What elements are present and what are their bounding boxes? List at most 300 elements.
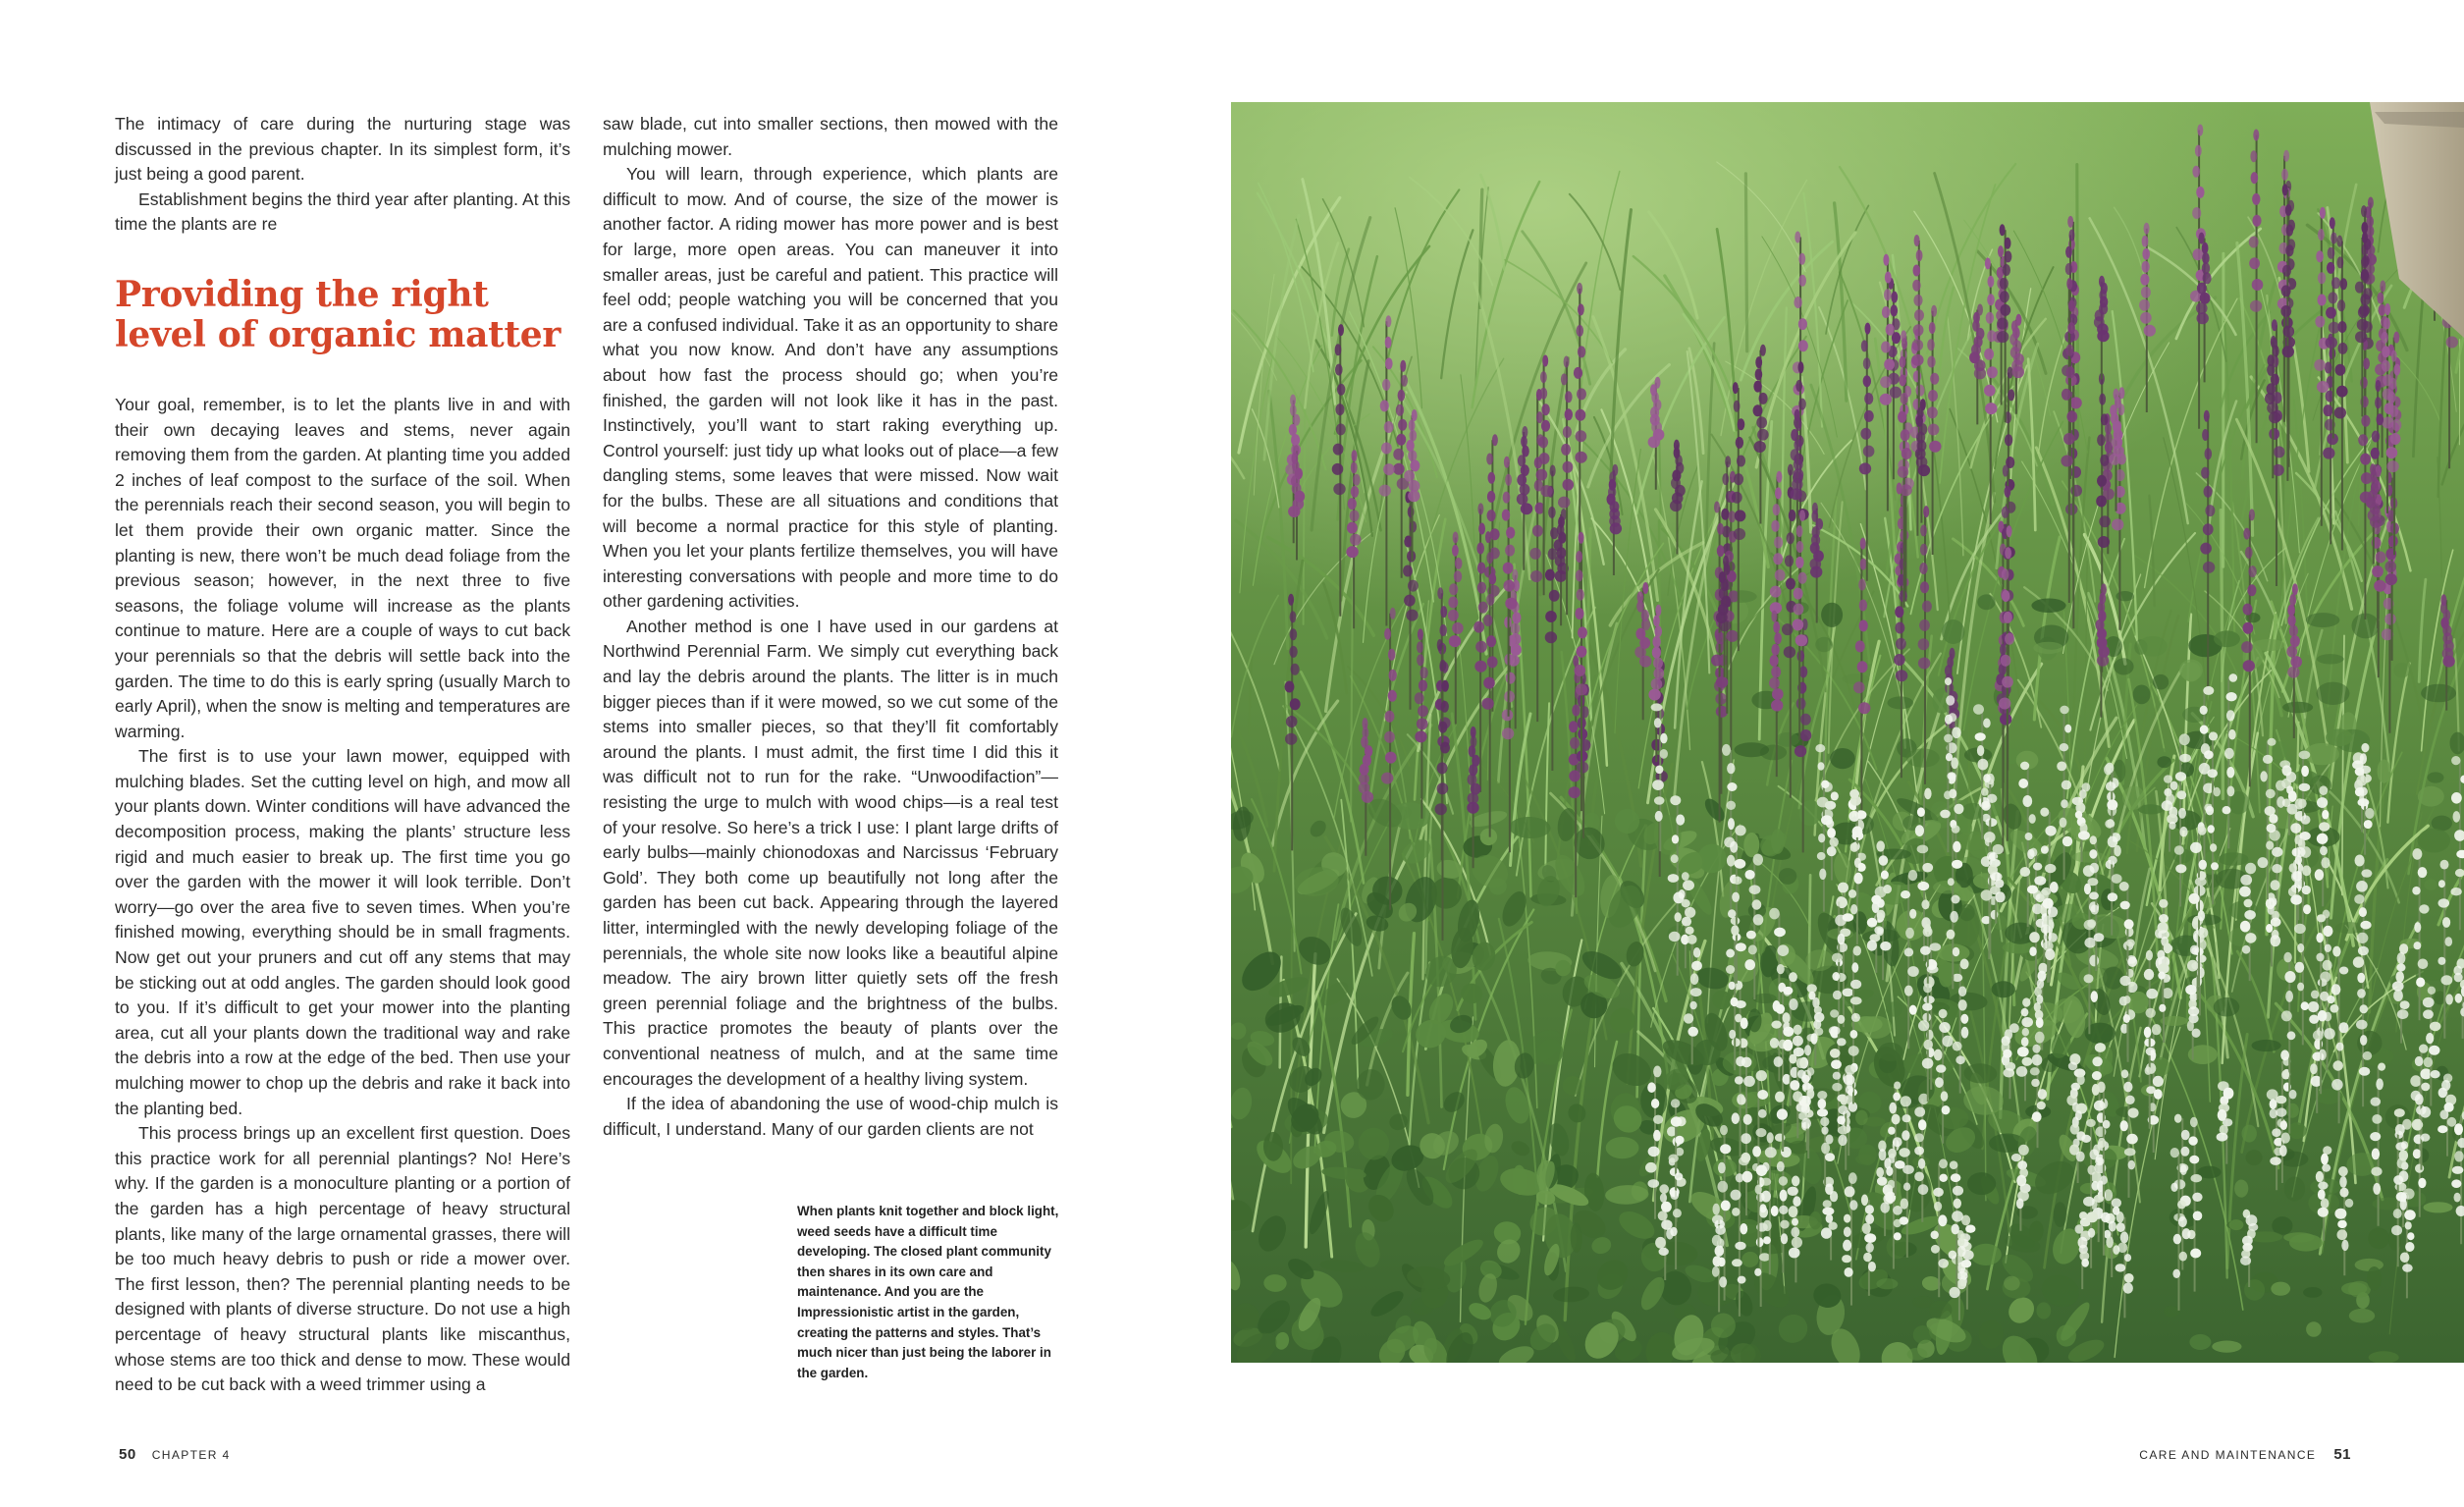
purple-floret: [1653, 668, 1664, 679]
white-floret: [1938, 1214, 1947, 1226]
white-floret: [1848, 1046, 1859, 1056]
purple-floret: [2000, 224, 2006, 236]
white-floret: [1832, 1083, 1842, 1092]
purple-floret: [2361, 472, 2373, 484]
white-floret: [2198, 910, 2205, 921]
purple-floret: [1441, 701, 1449, 713]
white-floret: [1755, 1185, 1762, 1195]
purple-floret: [2200, 543, 2212, 555]
white-floret: [1765, 1147, 1777, 1157]
purple-floret: [1800, 729, 1812, 741]
white-floret: [2020, 867, 2031, 877]
white-floret: [1732, 1208, 1740, 1216]
leaf: [2317, 654, 2344, 664]
purple-floret: [2362, 232, 2368, 243]
purple-floret: [1795, 419, 1802, 431]
white-floret: [2113, 1207, 2119, 1215]
white-floret: [2119, 882, 2129, 891]
white-floret: [2297, 943, 2304, 952]
purple-floret: [1410, 459, 1419, 471]
white-floret: [1651, 1099, 1659, 1108]
purple-floret: [1478, 602, 1488, 614]
purple-floret: [1918, 658, 1930, 670]
left-folio: [119, 1446, 231, 1463]
purple-floret: [1800, 714, 1811, 726]
leaf: [2072, 851, 2106, 862]
purple-floret: [2385, 561, 2397, 572]
leaf: [2418, 786, 2444, 807]
white-floret: [1684, 1013, 1693, 1023]
white-floret: [2360, 766, 2371, 774]
white-floret: [1948, 878, 1955, 886]
purple-floret: [1859, 600, 1867, 612]
purple-floret: [1505, 474, 1512, 486]
white-floret: [1830, 1009, 1839, 1017]
purple-floret: [1477, 503, 1483, 514]
white-floret: [2037, 1102, 2046, 1110]
leaf: [2229, 1219, 2244, 1230]
purple-floret: [1898, 466, 1909, 478]
purple-floret: [1794, 588, 1803, 600]
white-floret: [1727, 763, 1735, 774]
purple-floret: [1505, 598, 1517, 610]
white-floret: [2400, 1000, 2410, 1009]
white-floret: [2061, 799, 2068, 808]
white-floret: [1975, 732, 1986, 741]
white-floret: [2119, 976, 2130, 986]
white-floret: [1865, 1205, 1874, 1214]
purple-floret: [1930, 373, 1939, 385]
purple-floret: [1540, 388, 1548, 400]
white-floret: [2338, 1166, 2348, 1176]
white-floret: [1833, 1072, 1841, 1080]
white-floret: [1832, 972, 1840, 981]
white-floret: [2128, 1107, 2139, 1117]
white-floret: [1792, 1176, 1799, 1187]
white-floret: [2106, 1236, 2114, 1248]
left-running-head: CHAPTER 4: [151, 1448, 231, 1462]
purple-floret: [1915, 385, 1924, 397]
white-floret: [2087, 1165, 2096, 1175]
white-floret: [1838, 883, 1848, 893]
leaf: [1747, 1008, 1761, 1032]
white-floret: [2032, 1111, 2042, 1122]
leaf: [1735, 742, 1770, 757]
purple-floret: [1773, 553, 1783, 565]
purple-floret: [1384, 421, 1394, 433]
purple-floret: [1440, 606, 1447, 618]
leaf: [1942, 619, 1964, 644]
white-floret: [1848, 1172, 1857, 1184]
purple-floret: [1415, 730, 1426, 742]
purple-floret: [1880, 376, 1892, 388]
purple-floret: [1350, 510, 1360, 521]
white-floret: [1923, 1040, 1933, 1050]
purple-floret: [2192, 207, 2201, 219]
white-floret: [2190, 945, 2199, 955]
white-floret: [1831, 1059, 1842, 1069]
white-floret: [2419, 904, 2429, 913]
white-floret: [1952, 727, 1961, 739]
purple-floret: [1901, 429, 1910, 441]
purple-floret: [1439, 660, 1446, 672]
purple-floret: [2063, 433, 2075, 445]
white-floret: [2318, 1010, 2328, 1021]
white-floret: [2089, 955, 2099, 967]
purple-floret: [2140, 274, 2149, 286]
purple-floret: [1987, 294, 1995, 305]
intro-paragraph-1: The intimacy of care during the nurturing stage was discussed in the previous chapter. In its simplest form, it’s just being a good parent.: [115, 114, 570, 185]
white-floret: [1846, 1086, 1853, 1095]
white-floret: [1894, 1232, 1902, 1240]
white-floret: [2120, 1120, 2128, 1131]
purple-floret: [1565, 408, 1573, 420]
white-floret: [1821, 1227, 1832, 1238]
purple-floret: [2205, 505, 2215, 516]
purple-floret: [2287, 605, 2295, 617]
leaf: [2133, 685, 2151, 705]
purple-floret: [1715, 693, 1727, 705]
purple-floret: [2362, 244, 2369, 256]
white-floret: [2397, 1157, 2407, 1168]
white-floret: [2175, 772, 2186, 781]
purple-floret: [1505, 545, 1515, 557]
purple-floret: [1884, 358, 1895, 370]
white-floret: [2041, 924, 2051, 934]
photo-caption: When plants knit together and block light, weed seeds have a difficult time developing. The closed plant community then shares in its own care and maintenance. And you are the Impressionistic artist in the garden, creating the patterns and styles. That’s much nicer than just being the laborer in the garden.: [797, 1204, 1059, 1380]
white-floret: [1843, 989, 1854, 997]
white-floret: [2330, 1004, 2338, 1013]
leaf: [1913, 1325, 1933, 1344]
leaf: [1907, 1348, 1928, 1361]
white-floret: [2371, 1167, 2382, 1176]
purple-floret: [1541, 404, 1549, 415]
purple-floret: [1540, 371, 1547, 383]
purple-floret: [2002, 568, 2009, 580]
white-floret: [2289, 1090, 2297, 1100]
white-floret: [1720, 1144, 1731, 1154]
purple-floret: [2069, 230, 2075, 242]
white-floret: [2421, 1083, 2430, 1092]
purple-floret: [1393, 463, 1405, 475]
purple-floret: [2140, 312, 2152, 324]
purple-floret: [2141, 287, 2151, 298]
white-floret: [1817, 852, 1826, 860]
purple-floret: [1717, 523, 1724, 535]
purple-floret: [2330, 217, 2335, 229]
purple-floret: [1540, 485, 1552, 497]
white-floret: [1815, 744, 1825, 752]
purple-floret: [2361, 269, 2369, 281]
white-floret: [2454, 973, 2463, 983]
purple-floret: [1913, 295, 1922, 306]
purple-floret: [1504, 457, 1510, 468]
purple-floret: [1417, 654, 1424, 666]
purple-floret: [1503, 492, 1511, 504]
purple-floret: [1418, 705, 1428, 717]
purple-floret: [1502, 709, 1514, 721]
purple-floret: [1795, 380, 1802, 392]
purple-floret: [1756, 416, 1767, 428]
white-floret: [2146, 989, 2158, 999]
white-floret: [1728, 909, 1736, 918]
white-floret: [1907, 966, 1919, 977]
purple-floret: [1398, 390, 1406, 402]
white-floret: [1955, 1055, 1965, 1064]
purple-floret: [2099, 394, 2106, 405]
white-floret: [2440, 860, 2449, 870]
purple-floret: [1651, 678, 1663, 690]
white-floret: [2325, 944, 2331, 952]
white-floret: [1658, 1211, 1668, 1220]
white-floret: [2405, 1221, 2412, 1229]
white-floret: [2419, 1045, 2428, 1053]
purple-floret: [2003, 465, 2009, 477]
purple-floret: [2253, 130, 2259, 141]
white-floret: [1780, 1190, 1788, 1202]
white-floret: [1838, 934, 1846, 944]
purple-floret: [2097, 475, 2107, 487]
white-floret: [1754, 1268, 1761, 1276]
white-floret: [1775, 1092, 1785, 1103]
white-floret: [1763, 1220, 1772, 1231]
white-floret: [2420, 1106, 2431, 1118]
purple-floret: [1753, 404, 1763, 416]
white-floret: [2415, 1056, 2424, 1066]
purple-floret: [1288, 506, 1300, 517]
purple-floret: [1335, 364, 1343, 376]
white-floret: [1850, 795, 1861, 805]
purple-floret: [1577, 646, 1587, 658]
white-floret: [1774, 1056, 1784, 1067]
white-floret: [1886, 1166, 1893, 1176]
white-floret: [2038, 1089, 2047, 1100]
white-floret: [1792, 1218, 1798, 1226]
white-floret: [1735, 1014, 1741, 1023]
leaf: [1886, 1001, 1902, 1016]
white-floret: [1838, 1135, 1847, 1146]
purple-floret: [1863, 357, 1871, 369]
purple-floret: [2355, 331, 2367, 343]
purple-floret: [1400, 360, 1406, 372]
white-floret: [2178, 1216, 2187, 1227]
white-floret: [2109, 1221, 2116, 1232]
white-floret: [1874, 926, 1884, 935]
purple-floret: [2200, 293, 2211, 304]
purple-floret: [1653, 657, 1663, 669]
white-floret: [2397, 952, 2406, 964]
purple-floret: [1772, 688, 1784, 700]
white-floret: [1673, 1209, 1682, 1217]
white-floret: [2113, 1245, 2119, 1255]
purple-floret: [2066, 366, 2075, 378]
purple-floret: [1449, 635, 1461, 647]
white-floret: [2226, 692, 2237, 701]
purple-floret: [1417, 718, 1428, 729]
white-floret: [1844, 1214, 1850, 1223]
purple-floret: [1578, 626, 1587, 638]
leaf: [2393, 663, 2410, 677]
white-floret: [1763, 1236, 1771, 1244]
white-floret: [1939, 1174, 1948, 1182]
purple-floret: [2197, 125, 2203, 136]
purple-floret: [1332, 463, 1344, 475]
white-floret: [2057, 762, 2066, 772]
white-floret: [2395, 1142, 2406, 1151]
white-floret: [2267, 824, 2277, 833]
purple-floret: [2199, 233, 2205, 244]
white-floret: [1687, 935, 1697, 944]
white-floret: [2092, 1071, 2102, 1080]
purple-floret: [1502, 510, 1510, 521]
white-floret: [1981, 801, 1991, 811]
purple-floret: [1798, 399, 1806, 410]
white-floret: [1938, 1259, 1949, 1268]
white-floret: [2266, 840, 2274, 849]
purple-floret: [2142, 236, 2149, 247]
white-floret: [1931, 1245, 1940, 1254]
white-floret: [1947, 772, 1955, 780]
purple-floret: [1486, 454, 1493, 465]
white-floret: [2438, 880, 2445, 888]
white-floret: [1682, 899, 1690, 907]
white-floret: [2281, 1133, 2290, 1144]
white-floret: [1793, 1091, 1802, 1102]
white-floret: [1889, 1103, 1897, 1114]
white-floret: [2045, 948, 2055, 960]
white-floret: [1843, 1240, 1851, 1252]
white-floret: [2394, 1108, 2405, 1117]
purple-floret: [2100, 455, 2109, 466]
purple-floret: [2360, 377, 2368, 389]
white-floret: [1789, 1206, 1798, 1217]
purple-floret: [2203, 272, 2212, 284]
purple-floret: [1382, 379, 1390, 391]
purple-floret: [1864, 410, 1874, 422]
purple-floret: [1653, 615, 1660, 626]
leaf: [2004, 1276, 2020, 1291]
white-floret: [2198, 928, 2209, 939]
white-floret: [2400, 1253, 2410, 1264]
white-floret: [1648, 1179, 1660, 1188]
white-floret: [1732, 1112, 1740, 1124]
purple-floret: [1786, 578, 1795, 590]
purple-floret: [1727, 630, 1739, 642]
white-floret: [1721, 1201, 1731, 1211]
leaf: [2317, 682, 2350, 705]
grass-blade: [2221, 511, 2223, 799]
white-floret: [1876, 840, 1885, 851]
white-floret: [1957, 1271, 1968, 1280]
purple-floret: [1475, 641, 1487, 653]
white-floret: [2407, 1232, 2414, 1240]
purple-floret: [1563, 426, 1572, 438]
white-floret: [1854, 873, 1863, 885]
purple-floret: [2388, 535, 2398, 547]
white-floret: [2337, 1220, 2347, 1228]
white-floret: [1767, 1132, 1774, 1143]
purple-floret: [1755, 356, 1762, 368]
white-floret: [1789, 998, 1797, 1010]
leaf: [2303, 1287, 2322, 1298]
purple-floret: [2001, 655, 2011, 667]
purple-floret: [1410, 430, 1418, 442]
purple-floret: [1913, 370, 1921, 382]
white-floret: [1838, 1126, 1849, 1135]
white-floret: [1653, 1066, 1661, 1078]
white-floret: [1756, 1164, 1767, 1176]
purple-floret: [2385, 573, 2397, 585]
white-floret: [2089, 849, 2097, 859]
white-floret: [2455, 994, 2463, 1003]
white-floret: [2022, 1028, 2029, 1036]
white-floret: [1867, 918, 1877, 928]
white-floret: [2041, 845, 2049, 854]
white-floret: [2301, 1001, 2309, 1010]
white-floret: [1728, 818, 1735, 830]
white-floret: [1877, 1177, 1888, 1186]
white-floret: [1901, 890, 1910, 898]
white-floret: [1950, 1287, 1960, 1298]
purple-floret: [1884, 289, 1892, 300]
purple-floret: [1737, 456, 1745, 467]
white-floret: [2319, 785, 2328, 795]
purple-floret: [2318, 229, 2325, 241]
purple-floret: [1437, 639, 1443, 651]
purple-floret: [2360, 454, 2371, 465]
white-floret: [1827, 828, 1836, 838]
purple-floret: [1736, 437, 1743, 449]
white-floret: [2370, 1132, 2381, 1141]
white-floret: [2280, 1050, 2289, 1060]
white-floret: [1939, 1022, 1951, 1033]
purple-floret: [2287, 667, 2299, 678]
purple-floret: [1716, 676, 1728, 688]
white-floret: [2180, 1147, 2189, 1157]
white-floret: [1729, 1030, 1736, 1039]
purple-floret: [1486, 552, 1493, 564]
white-floret: [2356, 775, 2367, 785]
white-floret: [2321, 1154, 2329, 1165]
purple-floret: [1441, 680, 1449, 692]
purple-floret: [2000, 278, 2009, 290]
white-floret: [2213, 787, 2221, 797]
white-floret: [2447, 1117, 2456, 1127]
purple-floret: [2325, 362, 2332, 374]
white-floret: [2179, 754, 2191, 763]
white-floret: [1651, 703, 1663, 711]
white-floret: [2357, 933, 2369, 943]
white-floret: [2036, 1017, 2044, 1028]
white-floret: [1944, 734, 1953, 743]
white-floret: [2100, 1175, 2108, 1184]
leaf: [2246, 1150, 2263, 1165]
white-floret: [2245, 933, 2256, 943]
purple-floret: [2243, 528, 2250, 540]
purple-floret: [1439, 624, 1447, 636]
white-floret: [2173, 1234, 2181, 1245]
white-floret: [1783, 1027, 1794, 1037]
white-floret: [1820, 1117, 1829, 1126]
purple-floret: [2249, 257, 2260, 269]
white-floret: [2355, 855, 2365, 867]
purple-floret: [1722, 473, 1729, 485]
purple-floret: [1911, 354, 1923, 366]
white-floret: [2334, 1209, 2346, 1219]
purple-floret: [1575, 452, 1586, 463]
leaf: [2283, 1232, 2314, 1242]
purple-floret: [1558, 497, 1570, 509]
